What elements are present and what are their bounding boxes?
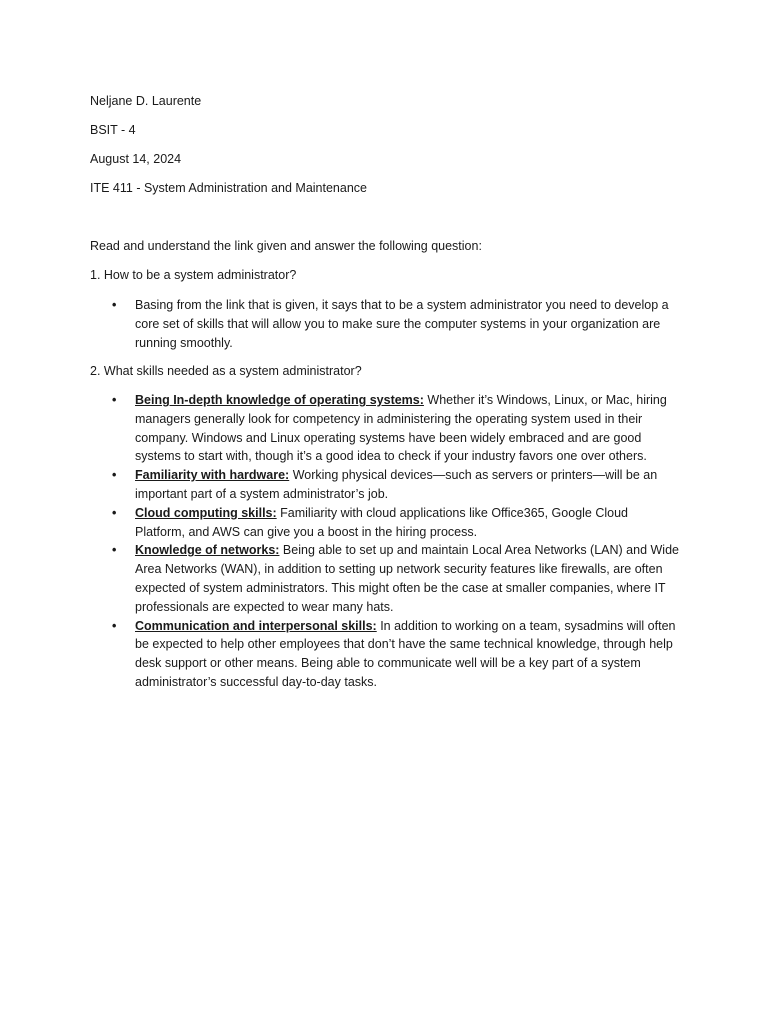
- answer-2-list: [90, 391, 680, 692]
- list-item: [90, 541, 680, 616]
- skill-desc-communication: In addition to working on a team, sysadmins will often be expected to help other employees that don’t have the same technical knowledge, through help desk support or other means. Being able to communicate well will be a key part of a system administrator’s successful day-to-day tasks.: [135, 618, 676, 689]
- skill-term-hardware: Familiarity with hardware:: [135, 468, 290, 483]
- bullet-icon: •: [112, 468, 117, 483]
- skill-desc-cloud: Familiarity with cloud applications like Office365, Google Cloud Platform, and AWS can give you a boost in the hiring process.: [135, 505, 629, 539]
- list-item: [90, 391, 680, 466]
- list-item: [90, 466, 680, 504]
- bullet-icon: •: [112, 393, 117, 407]
- answer-1-list: [90, 296, 680, 352]
- author-name: Neljane D. Laurente: [90, 94, 202, 108]
- list-item: [90, 296, 680, 352]
- course-section: BSIT - 4: [90, 123, 136, 137]
- subject-title: ITE 411 - System Administration and Maintenance: [90, 181, 367, 195]
- list-item: [90, 617, 680, 692]
- bullet-icon: •: [112, 298, 117, 312]
- question-1: 1. How to be a system administrator?: [90, 268, 297, 282]
- bullet-icon: •: [112, 618, 117, 633]
- bullet-icon: •: [112, 505, 117, 520]
- list-item: [90, 504, 680, 542]
- skill-term-os: Being In-depth knowledge of operating systems:: [135, 393, 424, 407]
- answer-1-text: Basing from the link that is given, it says that to be a system administrator you need to develop a core set of skills that will allow you to make sure the computer systems in your organization are running smoothly.: [135, 298, 669, 350]
- skill-desc-hardware: Working physical devices—such as servers or printers—will be an important part of a system administrator’s job.: [135, 468, 658, 501]
- skill-term-networks: Knowledge of networks:: [135, 543, 280, 558]
- question-2: 2. What skills needed as a system administrator?: [90, 364, 362, 378]
- skill-desc-os: Whether it’s Windows, Linux, or Mac, hiring managers generally look for competency in administering the operating system used in their company. Windows and Linux operating systems have been widely embraced and are good systems to start with, though it’s a good idea to check if your industry favors one over others.: [135, 393, 667, 464]
- document-date: August 14, 2024: [90, 152, 182, 166]
- instructions-text: Read and understand the link given and answer the following question:: [90, 239, 482, 253]
- skill-term-communication: Communication and interpersonal skills:: [135, 618, 377, 633]
- skill-desc-networks: Being able to set up and maintain Local Area Networks (LAN) and Wide Area Networks (WAN), in addition to setting up network security features like firewalls, are often expected of system administrators. This might often be the case at smaller companies, where IT professionals are expected to wear many hats.: [135, 543, 679, 614]
- skill-term-cloud: Cloud computing skills:: [135, 505, 277, 520]
- bullet-icon: •: [112, 543, 117, 558]
